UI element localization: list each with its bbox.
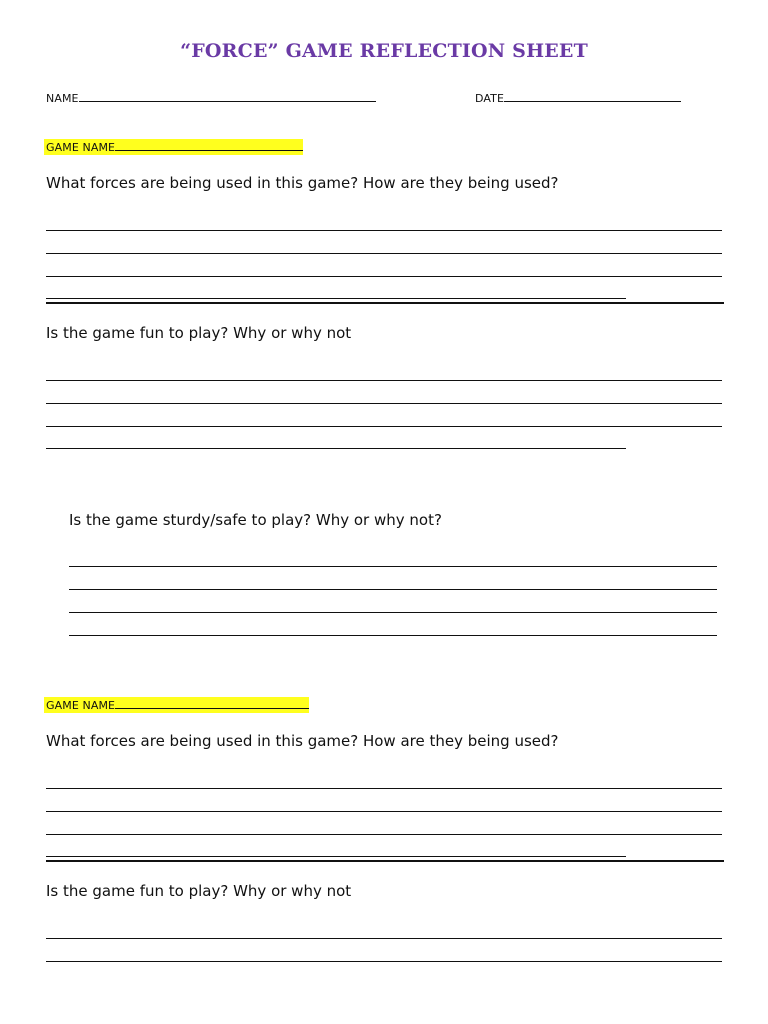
answer-line[interactable] <box>46 380 722 381</box>
date-label: DATE <box>475 92 505 105</box>
answer-line[interactable] <box>69 612 717 613</box>
question-sturdy: Is the game sturdy/safe to play? Why or why not? <box>69 511 442 529</box>
question-forces-1: What forces are being used in this game? How are they being used? <box>46 174 559 192</box>
date-field[interactable] <box>475 90 681 105</box>
answer-line[interactable] <box>46 403 722 404</box>
name-label: NAME <box>46 92 79 105</box>
name-field[interactable] <box>46 90 376 105</box>
answer-line[interactable] <box>46 426 722 427</box>
answer-line[interactable] <box>46 448 626 449</box>
page-title: “FORCE” GAME REFLECTION SHEET <box>180 40 588 62</box>
answer-line[interactable] <box>46 961 722 962</box>
answer-line[interactable] <box>69 589 717 590</box>
answer-line[interactable] <box>46 253 722 254</box>
answer-line[interactable] <box>46 834 722 835</box>
section-divider <box>46 860 724 862</box>
game-name-field-2[interactable] <box>44 697 309 712</box>
answer-line[interactable] <box>46 230 722 231</box>
game-name-blank-1[interactable] <box>115 139 303 151</box>
answer-line[interactable] <box>69 566 717 567</box>
date-blank[interactable] <box>504 90 681 102</box>
answer-line[interactable] <box>46 276 722 277</box>
answer-line[interactable] <box>46 811 722 812</box>
answer-line[interactable] <box>46 298 626 299</box>
game-name-label-1: GAME NAME <box>46 141 116 154</box>
section-divider <box>46 302 724 304</box>
question-fun-1: Is the game fun to play? Why or why not <box>46 324 352 342</box>
answer-line[interactable] <box>46 856 626 857</box>
answer-line[interactable] <box>69 635 717 636</box>
game-name-field-1[interactable] <box>44 139 303 154</box>
answer-line[interactable] <box>46 938 722 939</box>
question-fun-2: Is the game fun to play? Why or why not <box>46 882 352 900</box>
answer-line[interactable] <box>46 788 722 789</box>
game-name-blank-2[interactable] <box>115 697 309 709</box>
question-forces-2: What forces are being used in this game? How are they being used? <box>46 732 559 750</box>
game-name-highlight-1 <box>44 139 303 155</box>
name-blank[interactable] <box>79 90 376 102</box>
game-name-highlight-2 <box>44 697 309 713</box>
game-name-label-2: GAME NAME <box>46 699 116 712</box>
